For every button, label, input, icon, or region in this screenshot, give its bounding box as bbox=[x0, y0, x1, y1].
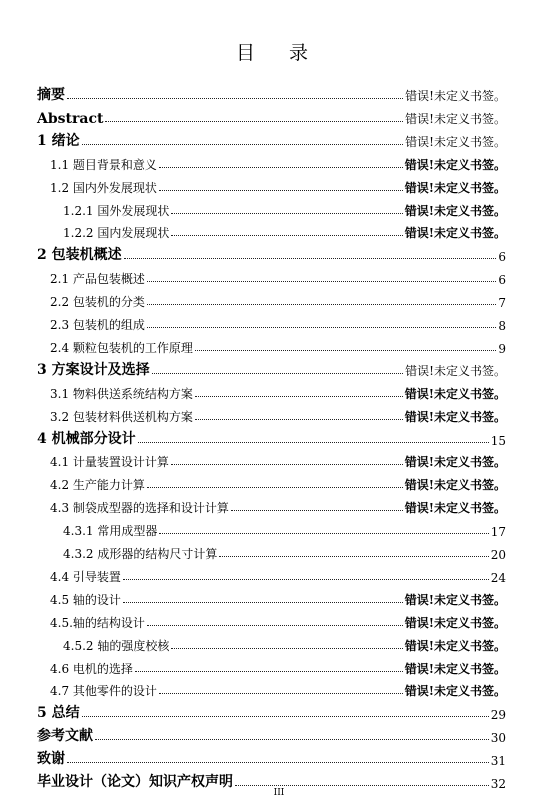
toc-entry-label: 5 总结 bbox=[37, 705, 80, 722]
toc-entry-page: 24 bbox=[490, 570, 506, 585]
toc-entry-label: 1.2 国内外发展现状 bbox=[50, 180, 157, 195]
toc-entry[interactable] bbox=[37, 542, 506, 562]
toc-entry-page: 6 bbox=[498, 273, 506, 288]
toc-entry-page: 错误!未定义书签。 bbox=[404, 638, 506, 653]
dot-leader bbox=[147, 486, 403, 488]
dot-leader bbox=[67, 97, 403, 99]
toc-entry-label: 2.3 包装机的组成 bbox=[50, 318, 145, 332]
toc-entry-label: 1 绪论 bbox=[37, 132, 80, 149]
toc-entry-page: 错误!未定义书签。 bbox=[404, 661, 506, 676]
toc-entry-label: 4.4 引导装置 bbox=[50, 569, 121, 584]
toc-entry-page: 错误!未定义书签。 bbox=[404, 409, 506, 424]
dot-leader bbox=[171, 234, 402, 236]
toc-entry-label: 4 机械部分设计 bbox=[37, 430, 136, 447]
toc-entry-label: Abstract bbox=[37, 110, 104, 127]
toc-entry-page: 9 bbox=[498, 341, 506, 356]
toc-entry[interactable] bbox=[37, 290, 506, 310]
toc-entry-label: 4.5.2 轴的强度校核 bbox=[63, 638, 170, 653]
dot-leader bbox=[82, 143, 404, 145]
toc-entry-label: 4.3.2 成形器的结构尺寸计算 bbox=[63, 547, 218, 561]
toc-entry-label: 毕业设计（论文）知识产权声明 bbox=[37, 774, 233, 790]
toc-entry[interactable] bbox=[37, 221, 506, 241]
dot-leader bbox=[235, 784, 489, 786]
dot-leader bbox=[159, 692, 403, 694]
dot-leader bbox=[219, 555, 488, 557]
toc-entry[interactable] bbox=[37, 519, 506, 539]
toc-entry[interactable] bbox=[37, 176, 506, 196]
toc-entry-page: 错误!未定义书签。 bbox=[404, 501, 506, 516]
toc-entry[interactable] bbox=[37, 496, 506, 516]
toc-entry-page: 错误!未定义书签。 bbox=[404, 386, 506, 401]
toc-entry[interactable] bbox=[37, 702, 506, 722]
toc-entry-label: 2.2 包装机的分类 bbox=[50, 295, 145, 310]
toc-entry[interactable] bbox=[37, 107, 506, 127]
toc-entry-page: 错误!未定义书签。 bbox=[404, 455, 506, 470]
dot-leader bbox=[147, 280, 496, 282]
page-title: 目 录 bbox=[235, 42, 323, 64]
toc-entry-page: 31 bbox=[490, 754, 506, 769]
toc-entry-label: 4.3 制袋成型器的选择和设计计算 bbox=[50, 501, 229, 516]
toc-entry-label: 3.1 物料供送系统结构方案 bbox=[50, 386, 193, 401]
dot-leader bbox=[231, 509, 403, 511]
toc-entry[interactable] bbox=[37, 679, 506, 699]
toc-entry-label: 参考文献 bbox=[37, 728, 93, 745]
toc-entry-page: 15 bbox=[490, 433, 506, 448]
toc-entry-label: 4.5 轴的设计 bbox=[50, 592, 121, 607]
toc-entry-page: 错误!未定义书签。 bbox=[404, 180, 506, 195]
toc-entry[interactable] bbox=[37, 84, 506, 104]
dot-leader bbox=[159, 532, 488, 534]
dot-leader bbox=[159, 166, 403, 168]
toc-entry-page: 错误!未定义书签。 bbox=[404, 478, 506, 493]
toc-entry[interactable] bbox=[37, 450, 506, 470]
dot-leader bbox=[147, 326, 496, 328]
toc-entry[interactable] bbox=[37, 725, 506, 745]
toc-entry-page: 30 bbox=[490, 731, 506, 746]
toc-entry-page: 20 bbox=[490, 548, 506, 562]
dot-leader bbox=[171, 463, 403, 465]
toc-entry[interactable] bbox=[37, 199, 506, 219]
toc-entry[interactable] bbox=[37, 405, 506, 425]
dot-leader bbox=[171, 212, 402, 214]
toc-entry-page: 错误!未定义书签。 bbox=[404, 592, 506, 607]
toc-entry-page: 29 bbox=[490, 708, 506, 723]
toc-entry-page: 6 bbox=[498, 250, 506, 265]
toc-entry[interactable] bbox=[37, 313, 506, 333]
dot-leader bbox=[195, 395, 403, 397]
toc-entry-label: 3 方案设计及选择 bbox=[37, 361, 150, 378]
toc-entry-label: 4.6 电机的选择 bbox=[50, 661, 133, 676]
toc-entry-label: 4.3.1 常用成型器 bbox=[63, 524, 158, 539]
toc-entry-label: 摘要 bbox=[37, 87, 65, 103]
page-number-footer: III bbox=[273, 788, 285, 798]
toc-entry-label: 2.1 产品包装概述 bbox=[50, 272, 145, 287]
toc-entry-label: 3.2 包装材料供送机构方案 bbox=[50, 409, 193, 424]
toc-entry-label: 致谢 bbox=[37, 751, 65, 768]
toc-entry[interactable] bbox=[37, 428, 506, 448]
dot-leader bbox=[82, 715, 489, 717]
toc-entry-label: 4.1 计量装置设计计算 bbox=[50, 455, 169, 470]
toc-entry-page: 错误!未定义书签。 bbox=[405, 134, 506, 149]
toc-entry-label: 2.4 颗粒包装机的工作原理 bbox=[50, 340, 193, 355]
toc-entry-page: 32 bbox=[490, 777, 506, 791]
toc-entry-page: 错误!未定义书签。 bbox=[404, 226, 506, 241]
toc-entry-label: 4.2 生产能力计算 bbox=[50, 478, 145, 493]
toc-entry-page: 8 bbox=[498, 319, 506, 333]
dot-leader bbox=[135, 670, 403, 672]
toc-entry[interactable] bbox=[37, 611, 506, 631]
toc-entry[interactable] bbox=[37, 244, 506, 264]
dot-leader bbox=[152, 372, 404, 374]
toc-entry-page: 错误!未定义书签。 bbox=[404, 203, 506, 218]
toc-entry[interactable] bbox=[37, 565, 506, 585]
dot-leader bbox=[147, 303, 496, 305]
toc-entry-page: 17 bbox=[490, 525, 506, 540]
dot-leader bbox=[138, 441, 489, 443]
toc-entry[interactable] bbox=[37, 588, 506, 608]
toc-entry[interactable] bbox=[37, 336, 506, 356]
dot-leader bbox=[67, 761, 489, 763]
toc-entry[interactable] bbox=[37, 634, 506, 654]
toc-entry[interactable] bbox=[37, 153, 506, 173]
toc-entry-page: 7 bbox=[498, 296, 506, 311]
toc-entry-label: 2 包装机概述 bbox=[37, 247, 122, 264]
toc-entry[interactable] bbox=[37, 267, 506, 287]
dot-leader bbox=[195, 418, 403, 420]
toc-entry-label: 1.2.1 国外发展现状 bbox=[63, 203, 170, 218]
toc-entry-page: 错误!未定义书签。 bbox=[405, 111, 506, 126]
toc-entry[interactable] bbox=[37, 473, 506, 493]
toc-entry[interactable] bbox=[37, 130, 506, 150]
toc-entry-label: 1.1 题目背景和意义 bbox=[50, 157, 157, 172]
toc-entry-page: 错误!未定义书签。 bbox=[405, 363, 506, 378]
toc-entry-page: 错误!未定义书签。 bbox=[405, 89, 506, 103]
toc-entry[interactable] bbox=[37, 382, 506, 402]
toc-entry-label: 1.2.2 国内发展现状 bbox=[63, 226, 170, 241]
dot-leader bbox=[105, 120, 403, 122]
toc-entry-page: 错误!未定义书签。 bbox=[404, 615, 506, 630]
dot-leader bbox=[123, 601, 403, 603]
dot-leader bbox=[159, 189, 403, 191]
toc-entry-label: 4.7 其他零件的设计 bbox=[50, 684, 157, 699]
toc-entry-label: 4.5.轴的结构设计 bbox=[50, 615, 145, 630]
toc-entry[interactable] bbox=[37, 748, 506, 768]
toc-entry[interactable] bbox=[37, 359, 506, 379]
dot-leader bbox=[124, 257, 497, 259]
dot-leader bbox=[95, 738, 489, 740]
toc-entry-page: 错误!未定义书签。 bbox=[404, 684, 506, 699]
dot-leader bbox=[147, 624, 403, 626]
dot-leader bbox=[171, 647, 402, 649]
dot-leader bbox=[195, 349, 496, 351]
toc-entry[interactable] bbox=[37, 657, 506, 677]
toc-entry-page: 错误!未定义书签。 bbox=[404, 157, 506, 172]
dot-leader bbox=[123, 578, 489, 580]
